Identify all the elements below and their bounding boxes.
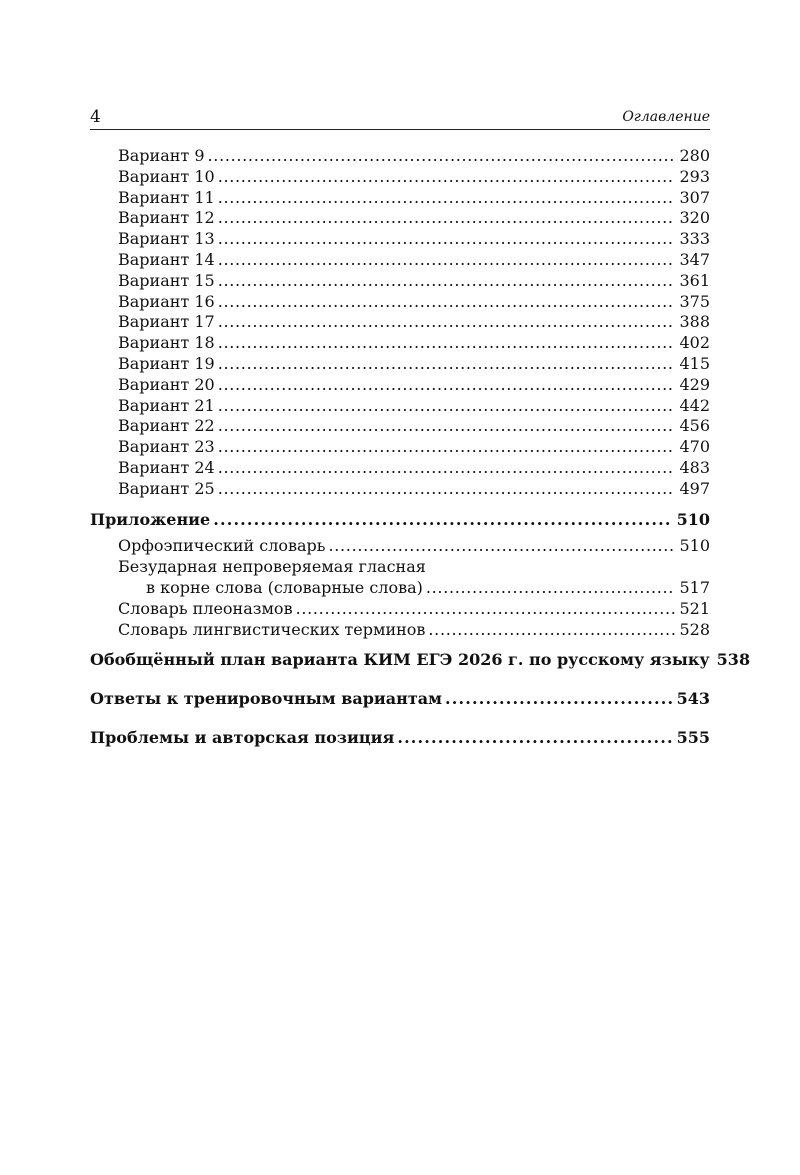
toc-entry-variant[interactable] (90, 437, 710, 458)
dot-leader (218, 292, 676, 313)
table-of-contents (90, 146, 751, 749)
toc-entry-label: Вариант 20 (118, 374, 215, 394)
toc-entry-label: Вариант 17 (118, 312, 215, 332)
toc-entry-label: в корне слова (словарные слова) (146, 577, 423, 597)
dot-leader (218, 375, 676, 396)
dot-leader (296, 599, 676, 620)
dot-leader (328, 536, 675, 557)
toc-entry-variant[interactable] (90, 229, 710, 250)
dot-leader (218, 271, 676, 292)
toc-entry-label: Вариант 24 (118, 457, 215, 477)
toc-entry-label: Вариант 10 (118, 166, 215, 186)
toc-entry-page: 333 (679, 229, 710, 249)
toc-entry-page: 483 (679, 457, 710, 477)
toc-entry-label: Вариант 15 (118, 270, 215, 290)
dot-leader (218, 437, 676, 458)
toc-entry-appendix[interactable] (90, 510, 710, 531)
dot-leader (218, 333, 676, 354)
toc-entry-answers[interactable] (90, 689, 710, 710)
variants-list (90, 146, 710, 500)
dot-leader (218, 167, 676, 188)
toc-entry-label: Словарь лингвистических терминов (118, 619, 426, 639)
dot-leader (218, 312, 676, 333)
dot-leader (218, 250, 676, 271)
toc-entry-label: Вариант 11 (118, 187, 215, 207)
page-header (90, 107, 710, 130)
toc-entry-page: 415 (679, 353, 710, 373)
toc-entry-label: Вариант 22 (118, 416, 215, 436)
toc-entry-page: 347 (679, 249, 710, 269)
toc-entry-label: Вариант 12 (118, 208, 215, 228)
toc-entry-variant[interactable] (90, 292, 710, 313)
toc-entry-variant[interactable] (90, 333, 710, 354)
toc-entry-page: 402 (679, 333, 710, 353)
dot-leader (208, 146, 676, 167)
toc-entry-label: Проблемы и авторская позиция (90, 727, 395, 747)
toc-entry-page: 528 (679, 619, 710, 639)
toc-entry-label: Вариант 16 (118, 291, 215, 311)
toc-entry-page: 543 (676, 689, 710, 709)
toc-entry-variant[interactable] (90, 416, 710, 437)
toc-entry-label: Вариант 13 (118, 229, 215, 249)
dot-leader (218, 354, 676, 375)
toc-entry-orthoepic[interactable] (90, 536, 710, 557)
toc-entry-page: 521 (679, 598, 710, 618)
toc-entry-plan[interactable] (90, 650, 751, 671)
running-title: Оглавление (622, 109, 710, 125)
dot-leader (218, 416, 676, 437)
toc-entry-variant[interactable] (90, 167, 710, 188)
toc-entry-page: 555 (676, 727, 710, 747)
toc-entry-label: Приложение (90, 509, 211, 529)
toc-entry-variant[interactable] (90, 479, 710, 500)
toc-entry-page: 320 (679, 208, 710, 228)
toc-entry-label: Орфоэпический словарь (118, 536, 326, 556)
toc-entry-variant[interactable] (90, 458, 710, 479)
dot-leader (397, 728, 672, 749)
toc-entry-page: 429 (679, 374, 710, 394)
toc-entry-variant[interactable] (90, 250, 710, 271)
toc-entry-variant[interactable] (90, 354, 710, 375)
toc-entry-label: Вариант 9 (118, 146, 205, 165)
toc-entry-variant[interactable] (90, 375, 710, 396)
toc-entry-page: 497 (679, 478, 710, 498)
toc-entry-label: Обобщённый план варианта КИМ ЕГЭ 2026 г. по русскому языку (90, 650, 710, 670)
toc-entry-page: 510 (676, 509, 710, 529)
toc-entry-page: 517 (679, 577, 710, 597)
toc-entry-label: Вариант 18 (118, 333, 215, 353)
toc-entry-variant[interactable] (90, 188, 710, 209)
toc-entry-label: Вариант 25 (118, 478, 215, 498)
page-number: 4 (90, 107, 101, 127)
dot-leader (218, 458, 676, 479)
toc-entry-vowel[interactable] (90, 578, 710, 599)
toc-entry-page: 470 (679, 437, 710, 457)
toc-entry-variant[interactable] (90, 208, 710, 229)
toc-entry-page: 510 (679, 536, 710, 556)
toc-entry-page: 375 (679, 291, 710, 311)
toc-entry-label: Словарь плеоназмов (118, 598, 293, 618)
toc-entry-variant[interactable] (90, 312, 710, 333)
toc-entry-terms[interactable] (90, 620, 710, 641)
dot-leader (218, 188, 676, 209)
toc-entry-page: 538 (716, 650, 751, 670)
toc-entry-label: Вариант 23 (118, 437, 215, 457)
dot-leader (218, 208, 676, 229)
toc-entry-variant[interactable] (90, 396, 710, 417)
toc-entry-page: 280 (679, 146, 710, 165)
toc-entry-variant[interactable] (90, 271, 710, 292)
toc-entry-page: 361 (679, 270, 710, 290)
toc-entry-page: 456 (679, 416, 710, 436)
toc-entry-variant[interactable] (90, 146, 710, 167)
dot-leader (445, 689, 673, 710)
toc-entry-page: 388 (679, 312, 710, 332)
dot-leader (218, 479, 676, 500)
dot-leader (218, 396, 676, 417)
dot-leader (218, 229, 676, 250)
toc-entry-page: 307 (679, 187, 710, 207)
toc-entry-label: Вариант 14 (118, 249, 215, 269)
dot-leader (213, 510, 672, 531)
toc-entry-page: 293 (679, 166, 710, 186)
toc-entry-label: Ответы к тренировочным вариантам (90, 689, 443, 709)
dot-leader (428, 620, 675, 641)
toc-entry-page: 442 (679, 395, 710, 415)
toc-entry-label: Вариант 21 (118, 395, 215, 415)
toc-entry-vowel-line1[interactable]: Безударная непроверяемая гласная (118, 557, 426, 577)
toc-entry-problems[interactable] (90, 728, 710, 749)
toc-entry-pleonasms[interactable] (90, 599, 710, 620)
toc-entry-label: Вариант 19 (118, 353, 215, 373)
dot-leader (426, 578, 676, 599)
